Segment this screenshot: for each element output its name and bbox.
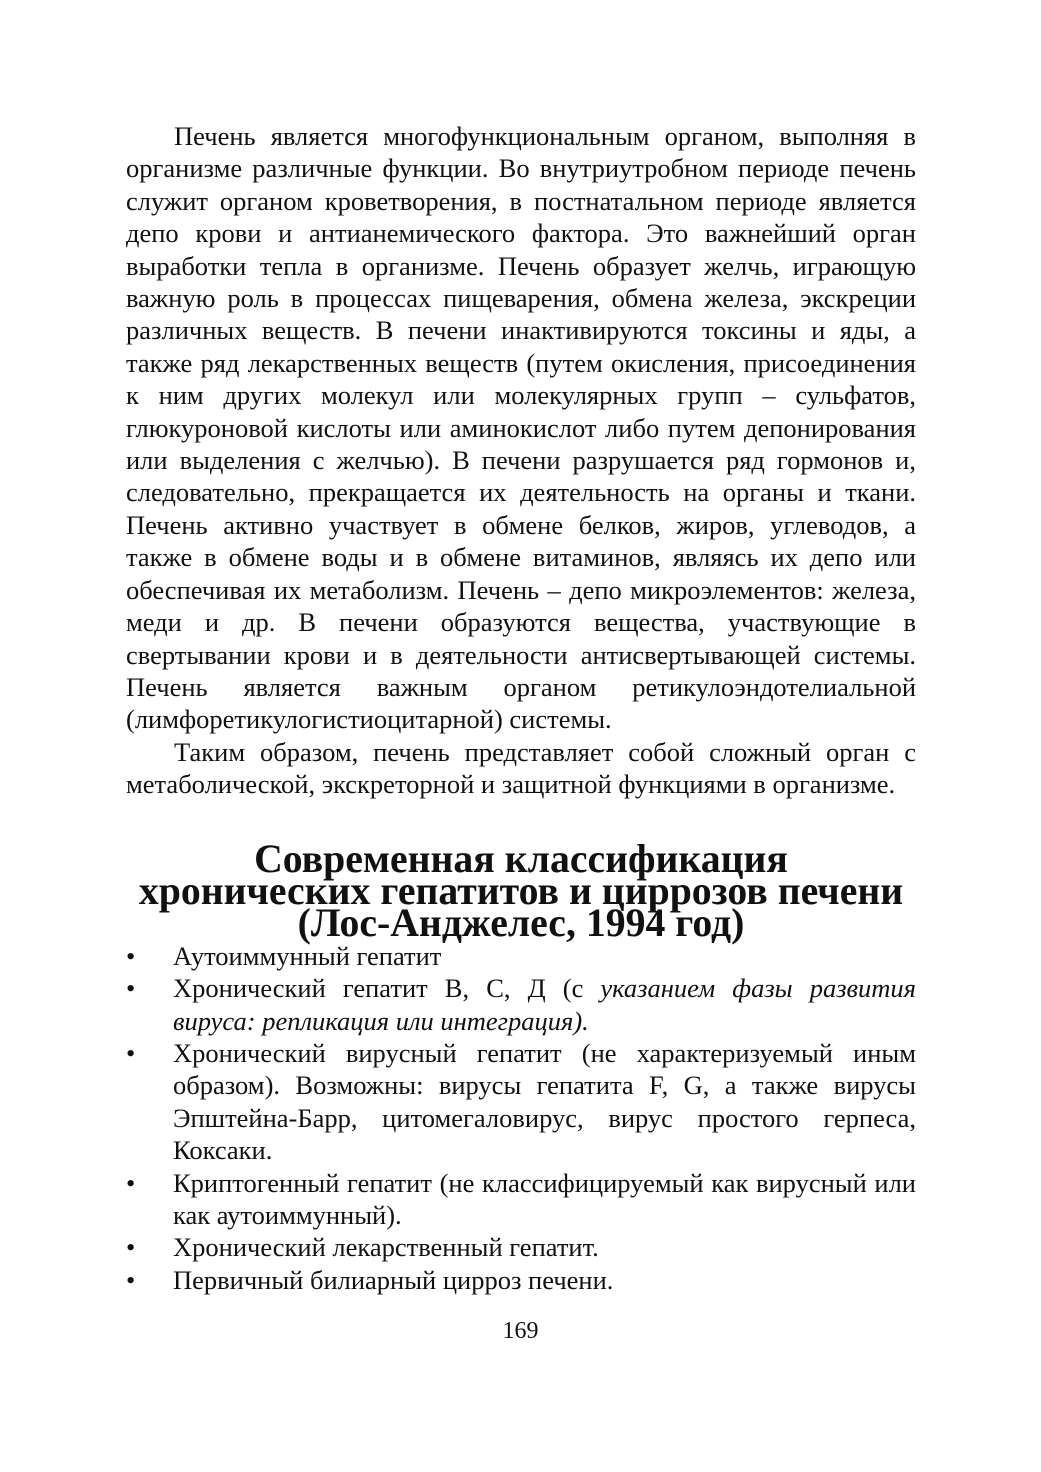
list-item-text: Хронический вирусный гепатит (не характеризуемый иным образом). Возможны: вирусы гепатита F, G, а также вирусы Эпштейна-Барр, цитомегаловирус, вирус простого герпеса, Коксаки. [173,1037,916,1166]
list-item [126,1037,916,1167]
list-item-text: Хронический лекарственный гепатит. [173,1232,599,1263]
paragraph-liver-functions: Печень является многофункциональным органом, выполняя в организме различные функции. Во внутриутробном периоде печень служит органом кроветворения, в постнатальном периоде является депо крови и антианемического фактора. Это важнейший орган выработки тепла в организме. Печень образует желчь, играющую важную роль в процессах пищеварения, обмена железа, экскреции различных веществ. В печени инактивируются токсины и яды, а также ряд лекарственных веществ (путем окисления, присоединения к ним других молекул или молекулярных групп – сульфатов, глюкуроновой кислоты или аминокислот либо путем депонирования или выделения с желчью). В печени разрушается ряд гормонов и, следовательно, прекращается их деятельность на органы и ткани. Печень активно участвует в обмене белков, жиров, углеводов, а также в обмене воды и в обмене витаминов, являясь их депо или обеспечивая их метаболизм. Печень – депо микроэлементов: железа, меди и др. В печени образуются вещества, участвующие в свертывании крови и в деятельности антисвертывающей системы. Печень является важным органом ретикулоэндотелиальной (лимфоретикулогистиоцитарной) системы. [126,121,916,735]
list-item [126,1231,916,1263]
list-item [126,940,916,972]
bullet-icon: • [126,1167,136,1198]
bullet-icon: • [126,940,136,971]
heading-line-2: хронических гепатитов и циррозов печени [138,868,904,913]
list-item-text: Криптогенный гепатит (не классифицируемый как вирусный или как аутоиммунный). [173,1167,916,1230]
page-content [126,120,916,1296]
list-item-italic-text: указанием фазы развития вируса: репликация или интеграция). [173,973,916,1036]
bullet-icon: • [126,1232,136,1263]
bullet-icon: • [126,1037,136,1068]
classification-list [126,940,916,1296]
page-number: 169 [502,1318,539,1344]
heading-line-1: Современная классификация [254,836,788,881]
heading-line-3: (Лос-Анджелес, 1994 год) [297,901,745,946]
list-item [126,972,916,1037]
list-item-text: Первичный билиарный цирроз печени. [173,1264,614,1295]
bullet-icon: • [126,1264,136,1295]
section-heading [126,836,916,946]
paragraph-conclusion: Таким образом, печень представляет собой сложный орган с метаболической, экскреторной и защитной функциями в организме. [126,736,916,800]
bullet-icon: • [126,973,136,1004]
list-item [126,1167,916,1232]
list-item-text: Хронический гепатит В, С, Д (с [173,973,601,1004]
list-item [126,1264,916,1296]
list-item-text: Аутоиммунный гепатит [173,940,442,971]
